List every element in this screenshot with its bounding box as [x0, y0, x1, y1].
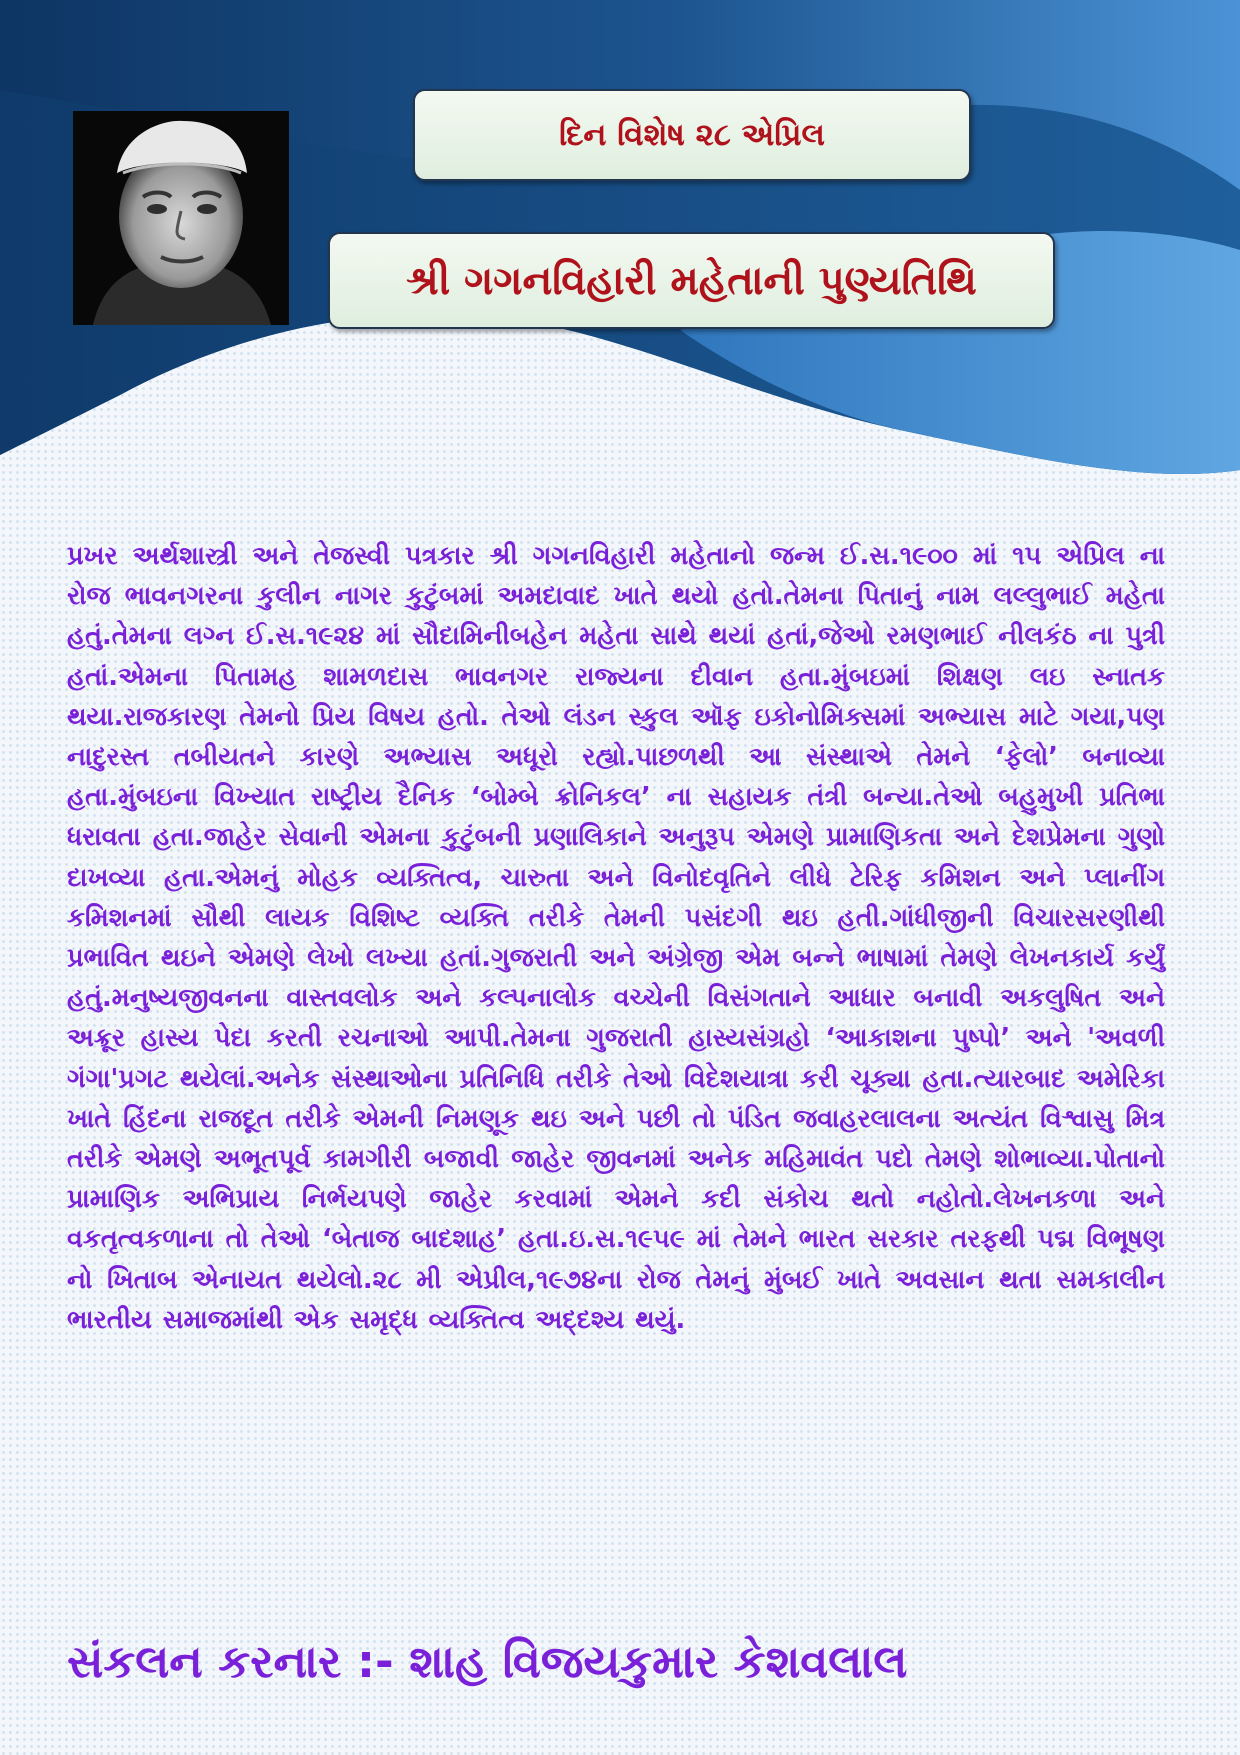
date-banner-text: દિન વિશેષ ૨૮ એપ્રિલ: [559, 116, 825, 153]
date-banner: [413, 89, 971, 181]
title-banner: [328, 232, 1055, 329]
title-banner-text: શ્રી ગગનવિહારી મહેતાની પુણ્યતિથિ: [406, 257, 977, 304]
portrait-icon: [73, 111, 289, 325]
portrait-photo: [73, 111, 289, 325]
article-body: પ્રખર અર્થશાસ્ત્રી અને તેજસ્વી પત્રકાર શ્રી ગગનવિહારી મહેતાનો જન્મ ઈ.સ.૧૯૦૦ માં ૧૫ એપ્રિલ ના રોજ ભાવનગરના કુલીન નાગર કુટુંબમાં અમદાવાદ ખાતે થયો હતો.તેમના પિતાનું નામ લલ્લુભાઈ મહેતા હતું.તેમના લગ્ન ઈ.સ.૧૯૨૪ માં સૌદામિનીબહેન મહેતા સાથે થયાં હતાં,જેઓ રમણભાઈ નીલકંઠ ના પુત્રી હતાં.એમના પિતામહ શામળદાસ ભાવનગર રાજ્યના દીવાન હતા.મુંબઇમાં શિક્ષણ લઇ સ્નાતક થયા.રાજકારણ તેમનો પ્રિય વિષય હતો. તેઓ લંડન સ્કુલ ઑફ ઇકોનોમિક્સમાં અભ્યાસ માટે ગયા,પણ નાદુરસ્ત તબીયતને કારણે અભ્યાસ અધૂરો રહ્યો.પાછળથી આ સંસ્થાએ તેમને ‘ફેલો’ બનાવ્યા હતા.મુંબઇના વિખ્યાત રાષ્ટ્રીય દૈનિક ‘બોમ્બે ક્રોનિકલ’ ના સહાયક તંત્રી બન્યા.તેઓ બહુમુખી પ્રતિભા ધરાવતા હતા.જાહેર સેવાની એમના કુટુંબની પ્રણાલિકાને અનુરૂપ એમણે પ્રામાણિકતા અને દેશપ્રેમના ગુણો દાખવ્યા હતા.એમનું મોહક વ્યક્તિત્વ, ચારુતા અને વિનોદવૃતિને લીધે ટેરિફ કમિશન અને પ્લાનીંગ કમિશનમાં સૌથી લાયક વિશિષ્ટ વ્યક્તિ તરીકે તેમની પસંદગી થઇ હતી.ગાંધીજીની વિચારસરણીથી પ્રભાવિત થઇને એમણે લેખો લખ્યા હતાં.ગુજરાતી અને અંગ્રેજી એમ બન્ને ભાષામાં તેમણે લેખનકાર્ય કર્યું હતું.મનુષ્યજીવનના વાસ્તવલોક અને કલ્પનાલોક વચ્ચેની વિસંગતાને આધાર બનાવી અકલુષિત અને અક્રૂર હાસ્ય પેદા કરતી રચનાઓ આપી.તેમના ગુજરાતી હાસ્યસંગ્રહો ‘આકાશના પુષ્પો’ અને 'અવળી ગંગા'પ્રગટ થયેલાં.અનેક સંસ્થાઓના પ્રતિનિધિ તરીકે તેઓ વિદેશયાત્રા કરી ચૂક્યા હતા.ત્યારબાદ અમેરિકા ખાતે હિંદના રાજદૂત તરીકે એમની નિમણૂક થઇ અને પછી તો પંડિત જવાહરલાલના અત્યંત વિશ્વાસુ મિત્ર તરીકે એમણે અભૂતપૂર્વ કામગીરી બજાવી જાહેર જીવનમાં અનેક મહિમાવંત પદો તેમણે શોભાવ્યા.પોતાનો પ્રામાણિક અભિપ્રાય નિર્ભયપણે જાહેર કરવામાં એમને કદી સંકોચ થતો નહોતો.લેખનકળા અને વકતૃત્વકળાના તો તેઓ ‘બેતાજ બાદશાહ’ હતા.ઇ.સ.૧૯૫૯ માં તેમને ભારત સરકાર તરફથી પદ્મ વિભૂષણ નો ખિતાબ એનાયત થયેલો.૨૮ મી એપ્રીલ,૧૯૭૪ના રોજ તેમનું મુંબઈ ખાતે અવસાન થતા સમકાલીન ભારતીય સમાજમાંથી એક સમૃદ્ધ વ્યક્તિત્વ અદ્દશ્ય થયું.: [67, 541, 1165, 1335]
compiler-credit: સંકલન કરનાર :- શાહ વિજયકુમાર કેશવલાલ: [67, 1635, 908, 1688]
